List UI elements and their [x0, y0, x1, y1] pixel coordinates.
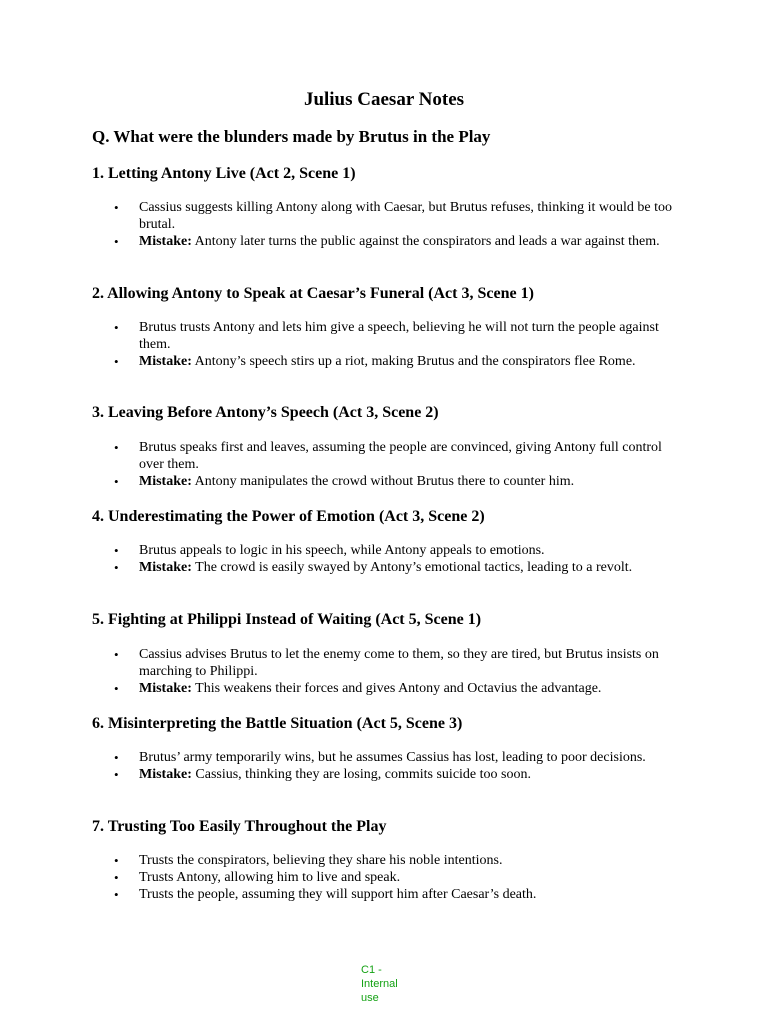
- bullet-text: Brutus speaks first and leaves, assuming the people are convinced, giving Antony full control over them.: [139, 440, 662, 472]
- list-item: [92, 473, 682, 490]
- list-item: [92, 439, 682, 473]
- section-heading-3: 3. Leaving Before Antony’s Speech (Act 3, Scene 2): [92, 404, 439, 421]
- list-item: [92, 233, 682, 250]
- bullet-text: Cassius, thinking they are losing, commits suicide too soon.: [191, 767, 531, 782]
- section-list-6: [92, 749, 682, 783]
- document-title: Julius Caesar Notes: [303, 89, 465, 110]
- list-item: [92, 353, 682, 370]
- list-item: [92, 199, 682, 233]
- bullet-text: Cassius suggests killing Antony along with Caesar, but Brutus refuses, thinking it would be too brutal.: [139, 200, 672, 232]
- list-item: [92, 646, 682, 680]
- list-item: [92, 749, 682, 766]
- question-heading: Q. What were the blunders made by Brutus in the Play: [92, 127, 491, 146]
- section-list-7: [92, 852, 682, 903]
- section-list-5: [92, 646, 682, 697]
- section-list-1: [92, 199, 682, 250]
- mistake-label: Mistake:: [139, 560, 192, 575]
- list-item: [92, 319, 682, 353]
- bullet-text: Cassius advises Brutus to let the enemy come to them, so they are tired, but Brutus insists on marching to Philippi.: [139, 647, 659, 679]
- bullet-text: Trusts the people, assuming they will support him after Caesar’s death.: [139, 887, 537, 902]
- bullet-text: Brutus appeals to logic in his speech, while Antony appeals to emotions.: [139, 543, 545, 558]
- section-heading-2: 2. Allowing Antony to Speak at Caesar’s Funeral (Act 3, Scene 1): [92, 285, 534, 302]
- bullet-text: Trusts Antony, allowing him to live and speak.: [139, 870, 401, 885]
- bullet-text: Antony later turns the public against the conspirators and leads a war against them.: [191, 234, 660, 249]
- bullet-text: Antony manipulates the crowd without Brutus there to counter him.: [191, 474, 575, 489]
- list-item: [92, 559, 682, 576]
- list-item: [92, 886, 682, 903]
- section-heading-1: 1. Letting Antony Live (Act 2, Scene 1): [92, 165, 356, 182]
- list-item: [92, 766, 682, 783]
- classification-footer: C1 - Internal use: [361, 964, 398, 1004]
- list-item: [92, 542, 682, 559]
- list-item: [92, 852, 682, 869]
- bullet-text: Brutus trusts Antony and lets him give a speech, believing he will not turn the people against them.: [139, 320, 659, 352]
- mistake-label: Mistake:: [139, 681, 192, 696]
- bullet-text: Trusts the conspirators, believing they share his noble intentions.: [139, 853, 503, 868]
- section-heading-5: 5. Fighting at Philippi Instead of Waiting (Act 5, Scene 1): [92, 611, 482, 628]
- section-list-4: [92, 542, 682, 576]
- bullet-text: Brutus’ army temporarily wins, but he assumes Cassius has lost, leading to poor decisions.: [139, 750, 646, 765]
- mistake-label: Mistake:: [139, 474, 192, 489]
- section-heading-4: 4. Underestimating the Power of Emotion (Act 3, Scene 2): [92, 508, 485, 525]
- bullet-text: Antony’s speech stirs up a riot, making Brutus and the conspirators flee Rome.: [191, 354, 636, 369]
- mistake-label: Mistake:: [139, 354, 192, 369]
- section-heading-7: 7. Trusting Too Easily Throughout the Play: [92, 818, 387, 835]
- section-list-3: [92, 439, 682, 490]
- bullet-text: This weakens their forces and gives Antony and Octavius the advantage.: [191, 681, 602, 696]
- mistake-label: Mistake:: [139, 234, 192, 249]
- list-item: [92, 869, 682, 886]
- mistake-label: Mistake:: [139, 767, 192, 782]
- list-item: [92, 680, 682, 697]
- bullet-text: The crowd is easily swayed by Antony’s emotional tactics, leading to a revolt.: [191, 560, 633, 575]
- section-list-2: [92, 319, 682, 370]
- section-heading-6: 6. Misinterpreting the Battle Situation (Act 5, Scene 3): [92, 715, 463, 732]
